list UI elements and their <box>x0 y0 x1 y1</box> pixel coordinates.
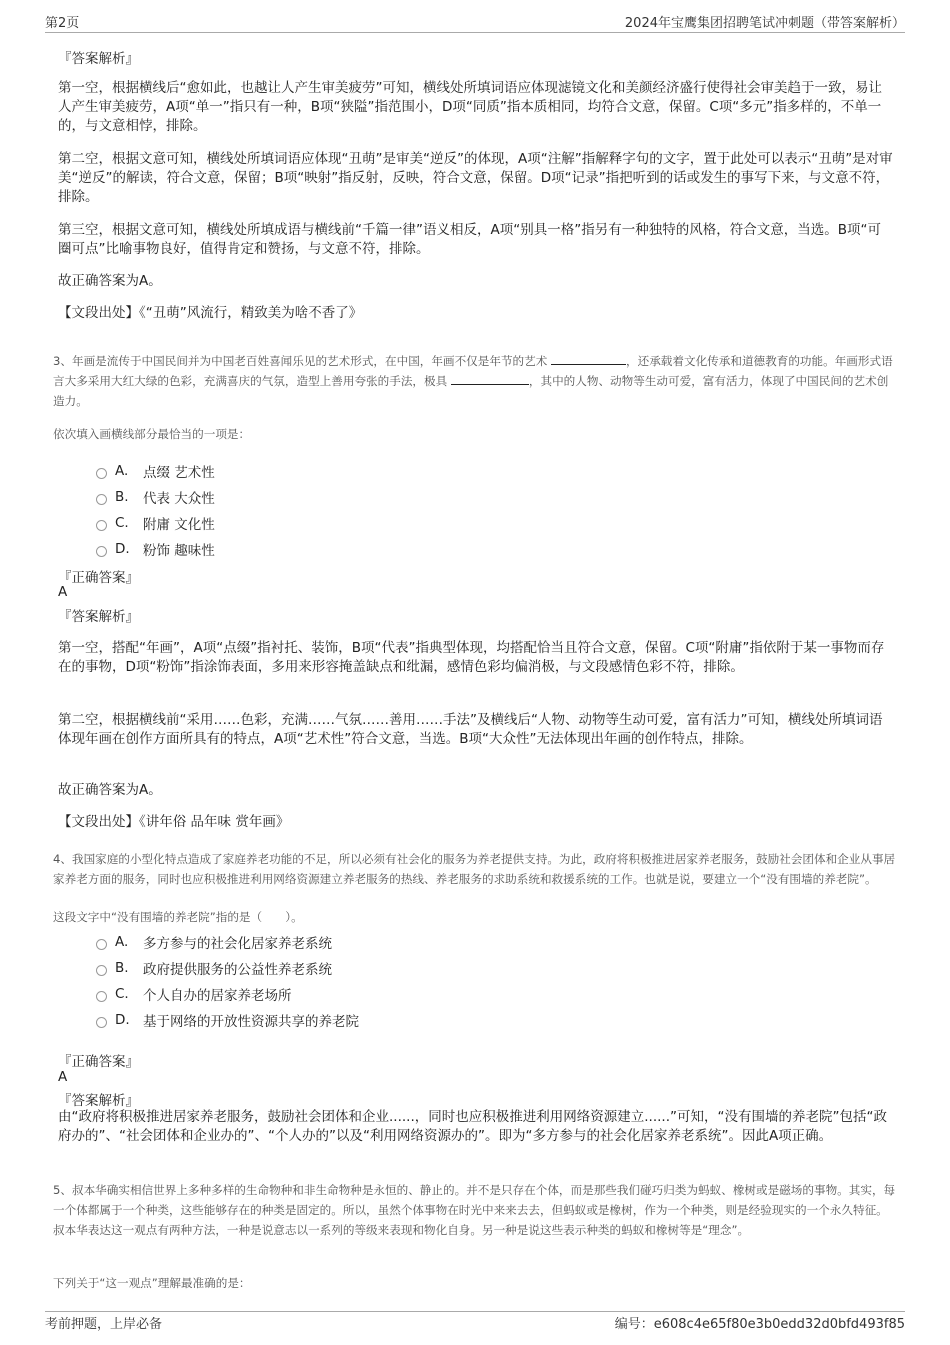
option-a[interactable] <box>96 461 215 481</box>
answer-value: A <box>58 1069 68 1085</box>
document-id: 编号：e608c4e65f80e3b0edd32d0bfd493f85 <box>614 1317 905 1332</box>
question-3-prompt: 依次填入画横线部分最恰当的一项是： <box>53 427 251 441</box>
question-3-stem <box>53 351 898 411</box>
option-text: 附庸 文化性 <box>143 517 215 533</box>
option-key: C. <box>115 515 129 531</box>
option-text: 个人自办的居家养老场所 <box>143 988 292 1004</box>
option-text: 政府提供服务的公益性养老系统 <box>143 962 332 978</box>
radio-button[interactable] <box>96 1017 107 1028</box>
analysis-paragraph: 第一空，根据横线后“愈如此，也越让人产生审美疲劳”可知，横线处所填词语应体现滤镜文化和美颜经济盛行使得社会审美趋于一致，易让人产生审美疲劳，A项“单一”指只有一种，B项“狭隘”指范围小，D项“同质”指本质相同，均符合文意，保留。C项“多元”指多样的，不单一的，与文意相悖，排除。 <box>58 80 882 134</box>
page-number: 第2页 <box>45 16 80 31</box>
option-key: C. <box>115 986 129 1002</box>
analysis-paragraph: 第一空，搭配“年画”，A项“点缀”指衬托、装饰，B项“代表”指典型体现，均搭配恰当且符合文意，保留。C项“附庸”指依附于某一事物而存在的事物，D项“粉饰”指涂饰表面，多用来形容掩盖缺点和纰漏，感情色彩均偏消极，与文段感情色彩不符，排除。 <box>58 640 885 675</box>
radio-button[interactable] <box>96 494 107 505</box>
option-d[interactable] <box>96 539 215 559</box>
analysis-paragraph: 由“政府将积极推进居家养老服务，鼓励社会团体和企业......，同时也应积极推进利用网络资源建立......”可知，“没有围墙的养老院”包括“政府办的”、“社会团体和企业办的”、“个人办的”以及“利用网络资源办的”。即为“多方参与的社会化居家养老系统”。因此A项正确。 <box>58 1109 887 1144</box>
stem-part: 3、年画是流传于中国民间并为中国老百姓喜闻乐见的艺术形式，在中国，年画不仅是年节的艺术 <box>53 354 548 368</box>
blank-1 <box>551 352 626 365</box>
option-key: D. <box>115 541 130 557</box>
source: 【文段出处】《“丑萌”风流行，精致美为啥不香了》 <box>58 305 363 321</box>
option-key: B. <box>115 960 129 976</box>
option-c[interactable] <box>96 984 292 1004</box>
question-5-prompt: 下列关于“这一观点”理解最准确的是： <box>53 1276 251 1290</box>
option-text: 基于网络的开放性资源共享的养老院 <box>143 1014 359 1030</box>
answer-label: 『正确答案』 <box>58 570 139 586</box>
option-key: D. <box>115 1012 130 1028</box>
option-d[interactable] <box>96 1010 359 1030</box>
option-key: B. <box>115 489 129 505</box>
option-key: A. <box>115 934 129 950</box>
conclusion: 故正确答案为A。 <box>58 782 162 798</box>
analysis-label: 『答案解析』 <box>58 1093 139 1109</box>
document-title: 2024年宝鹰集团招聘笔试冲刺题（带答案解析） <box>624 16 905 31</box>
radio-button[interactable] <box>96 939 107 950</box>
source: 【文段出处】《讲年俗 品年味 赏年画》 <box>58 814 290 830</box>
radio-button[interactable] <box>96 546 107 557</box>
option-b[interactable] <box>96 487 215 507</box>
option-text: 代表 大众性 <box>143 491 215 507</box>
radio-button[interactable] <box>96 965 107 976</box>
option-a[interactable] <box>96 932 332 952</box>
radio-button[interactable] <box>96 991 107 1002</box>
analysis-paragraph: 第二空，根据横线前“采用……色彩，充满……气氛……善用……手法”及横线后“人物、动物等生动可爱，富有活力”可知，横线处所填词语体现年画在创作方面所具有的特点，A项“艺术性”符合文意，当选。B项“大众性”无法体现出年画的创作特点，排除。 <box>58 712 883 747</box>
stem-part: ，其中的人物、动物等生动可爱，富有活力，体现了中国民间的艺术创造力。 <box>53 374 889 408</box>
option-c[interactable] <box>96 513 215 533</box>
option-text: 点缀 艺术性 <box>143 465 215 481</box>
blank-2 <box>451 372 529 385</box>
option-text: 多方参与的社会化居家养老系统 <box>143 936 332 952</box>
analysis-label: 『答案解析』 <box>58 609 139 625</box>
radio-button[interactable] <box>96 468 107 479</box>
answer-value: A <box>58 584 68 600</box>
option-key: A. <box>115 463 129 479</box>
question-4-prompt: 这段文字中“没有围墙的养老院”指的是（ ）。 <box>53 910 303 924</box>
header-divider <box>45 32 905 33</box>
analysis-paragraph: 第二空，根据文意可知，横线处所填词语应体现“丑萌”是审美“逆反”的体现，A项“注解”指解释字句的文字，置于此处可以表示“丑萌”是对审美“逆反”的解读，符合文意，保留；B项“映射”指反射，反映，符合文意，保留。D项“记录”指把听到的话或发生的事写下来，与文意不符，排除。 <box>58 151 893 205</box>
question-5-stem: 5、叔本华确实相信世界上多种多样的生命物种和非生命物种是永恒的、静止的。并不是只存在个体，而是那些我们碰巧归类为蚂蚁、橡树或是磁场的事物。其实，每一个体都属于一个种类，这些能够存在的种类是固定的。所以，虽然个体事物在时光中来来去去，但蚂蚁或是橡树，作为一个种类，则是经验现实的一个永久特征。叔本华表达这一观点有两种方法，一种是说意志以一系列的等级来表现和物化自身。另一种是说这些表示种类的蚂蚁和橡树等是“理念”。 <box>53 1183 896 1237</box>
analysis-paragraph: 第三空，根据文意可知，横线处所填成语与横线前“千篇一律”语义相反，A项“别具一格”指另有一种独特的风格，符合文意，当选。B项“可圈可点”比喻事物良好，值得肯定和赞扬，与文意不符，排除。 <box>58 222 881 257</box>
option-text: 粉饰 趣味性 <box>143 543 215 559</box>
analysis-label: 『答案解析』 <box>58 51 139 67</box>
footer-slogan: 考前押题，上岸必备 <box>45 1317 163 1332</box>
question-4-stem: 4、我国家庭的小型化特点造成了家庭养老功能的不足，所以必须有社会化的服务为养老提供支持。为此，政府将积极推进居家养老服务，鼓励社会团体和企业从事居家养老方面的服务，同时也应积极推进利用网络资源建立养老服务的热线、养老服务的求助系统和救援系统的工作。也就是说，要建立一个“没有围墙的养老院”。 <box>53 852 896 886</box>
option-b[interactable] <box>96 958 332 978</box>
footer-divider <box>45 1311 905 1312</box>
stem-part: ，还承载着文化传承和道德教育的功能。年画形式语言大多采用大红大绿的色彩，充满喜庆的气氛，造型上善用夸张的手法，极具 <box>53 354 893 388</box>
conclusion: 故正确答案为A。 <box>58 273 162 289</box>
radio-button[interactable] <box>96 520 107 531</box>
answer-label: 『正确答案』 <box>58 1054 139 1070</box>
